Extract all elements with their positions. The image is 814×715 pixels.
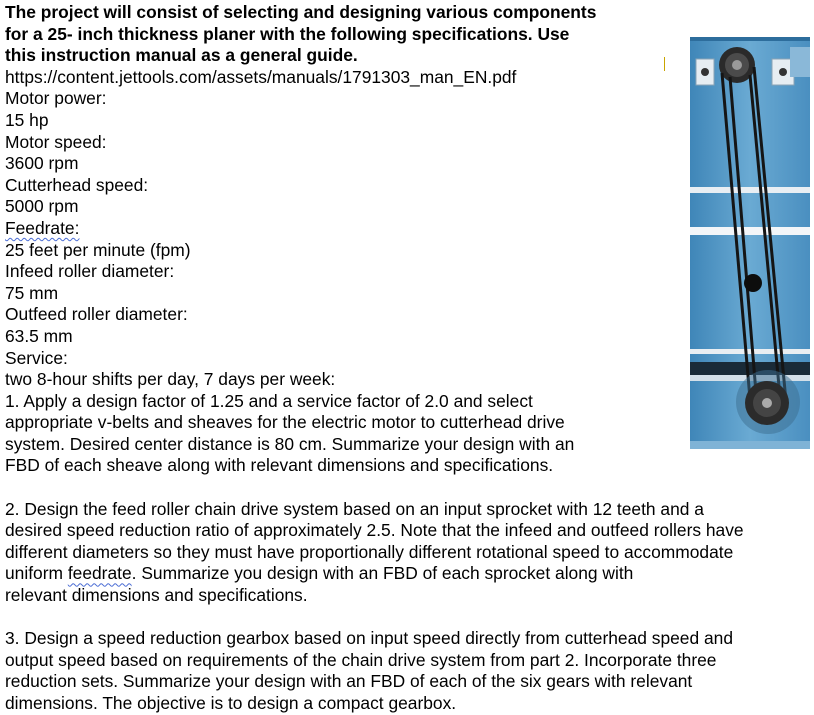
spec-value-motor-power: 15 hp [5,109,49,130]
task1-line-4: FBD of each sheave along with relevant dimensions and specifications. [5,455,554,476]
task2-line-5: relevant dimensions and specifications. [5,585,308,606]
heading-line-3: this instruction manual as a general guide. [5,45,358,66]
spec-label-service: Service: [5,347,68,368]
manual-url: https://content.jettools.com/assets/manuals/1791303_man_EN.pdf [5,66,517,87]
task3-line-3: reduction sets. Summarize your design with an FBD of each of the six gears with relevant [5,671,693,692]
paragraph-gap [5,607,685,629]
task1-line-2: appropriate v-belts and sheaves for the electric motor to cutterhead drive [5,412,565,433]
spec-value-cutterhead-speed: 5000 rpm [5,196,79,217]
spec-label-outfeed-diameter: Outfeed roller diameter: [5,304,188,325]
spec-value-infeed-diameter: 75 mm [5,282,59,303]
spec-label-motor-power: Motor power: [5,88,107,109]
spec-label-cutterhead-speed: Cutterhead speed: [5,174,149,195]
spec-label-motor-speed: Motor speed: [5,131,107,152]
heading-line-2: for a 25- inch thickness planer with the following specifications. Use [5,23,570,44]
task2-line-3: different diameters so they must have proportionally different rotational speed to accommodate [5,541,734,562]
spec-value-motor-speed: 3600 rpm [5,153,79,174]
spec-value-service: two 8-hour shifts per day, 7 days per week: [5,369,336,390]
task2-line-1: 2. Design the feed roller chain drive system based on an input sprocket with 12 teeth and a [5,498,704,519]
spec-value-outfeed-diameter: 63.5 mm [5,325,73,346]
task1-line-1: 1. Apply a design factor of 1.25 and a service factor of 2.0 and select [5,390,533,411]
spellcheck-feedrate-inline: feedrate [67,563,132,584]
belt-drive-illustration [690,37,810,449]
task1-line-3: system. Desired center distance is 80 cm. Summarize your design with an [5,433,575,454]
text-cursor [664,57,665,71]
spec-label-feedrate [5,218,685,240]
spec-label-infeed-diameter: Infeed roller diameter: [5,261,175,282]
document-body [5,2,744,715]
task3-line-2: output speed based on requirements of the chain drive system from part 2. Incorporate three [5,649,717,670]
belt-drive-photo [690,37,810,449]
spellcheck-feedrate: Feedrate: [5,217,80,238]
spec-value-feedrate: 25 feet per minute (fpm) [5,239,191,260]
task2-line-4 [5,563,685,585]
task2-line-4-post: . Summarize you design with an FBD of each sprocket along with [131,563,634,584]
task3-line-1: 3. Design a speed reduction gearbox based on input speed directly from cutterhead speed and [5,628,733,649]
task3-line-4: dimensions. The objective is to design a compact gearbox. [5,693,457,713]
heading-line-1: The project will consist of selecting and designing various components [5,2,597,22]
task2-line-2: desired speed reduction ratio of approximately 2.5. Note that the infeed and outfeed rollers have [5,520,744,541]
task2-line-4-pre: uniform [5,563,68,584]
paragraph-gap [5,477,685,499]
